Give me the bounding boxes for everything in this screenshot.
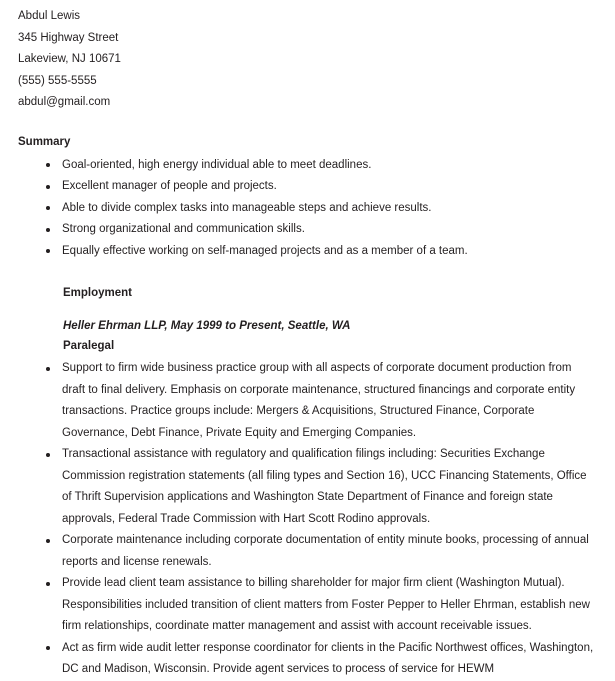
summary-bullet-list (18, 155, 597, 263)
candidate-name: Abdul Lewis (18, 10, 81, 22)
list-item: Able to divide complex tasks into manageable steps and achieve results. (18, 198, 597, 220)
job-company-dates: Heller Ehrman LLP, May 1999 to Present, Seattle, WA (63, 320, 351, 332)
spacer (18, 308, 597, 314)
job-title: Paralegal (63, 340, 115, 352)
list-item: Corporate maintenance including corporate documentation of entity minute books, processing of annual reports and license renewals. (18, 530, 597, 573)
list-item: Strong organizational and communication skills. (18, 219, 597, 241)
job-bullet-list (18, 358, 597, 681)
list-item: Act as firm wide audit letter response coordinator for clients in the Pacific Northwest offices, Washington, DC and Madison, Wisconsin. Provide agent services to process of service for HEWM (18, 638, 597, 681)
street-address: 345 Highway Street (18, 31, 119, 44)
list-item: Goal-oriented, high energy individual able to meet deadlines. (18, 155, 597, 177)
contact-block (18, 6, 597, 114)
email-address: abdul@gmail.com (18, 96, 111, 108)
phone-number: (555) 555-5555 (18, 74, 97, 87)
list-item: Provide lead client team assistance to billing shareholder for major firm client (Washington Mutual). Responsibilities included transition of client matters from Foster Pepper to Heller Ehrman, establish new firm relationships, coordinate matter management and assist with account receivable issues. (18, 573, 597, 638)
list-item: Support to firm wide business practice group with all aspects of corporate document production from draft to final delivery. Emphasis on corporate maintenance, structured financings and corporate entity transactions. Practice groups include: Mergers & Acquisitions, Structured Finance, Corporate Governance, Debt Finance, Private Equity and Emerging Companies. (18, 358, 597, 444)
list-item: Excellent manager of people and projects. (18, 176, 597, 198)
list-item: Transactional assistance with regulatory and qualification filings including: Securities Exchange Commission registration statements (all filing types and Section 16), UCC Financing Statements, Office of Thrift Supervision applications and Washington State Department of Finance and foreign state approvals, Federal Trade Commission with Hart Scott Rodino approvals. (18, 444, 597, 530)
employment-heading: Employment (63, 287, 133, 299)
city-state-zip: Lakeview, NJ 10671 (18, 53, 121, 65)
summary-heading: Summary (18, 135, 71, 148)
list-item: Equally effective working on self-managed projects and as a member of a team. (18, 241, 597, 263)
